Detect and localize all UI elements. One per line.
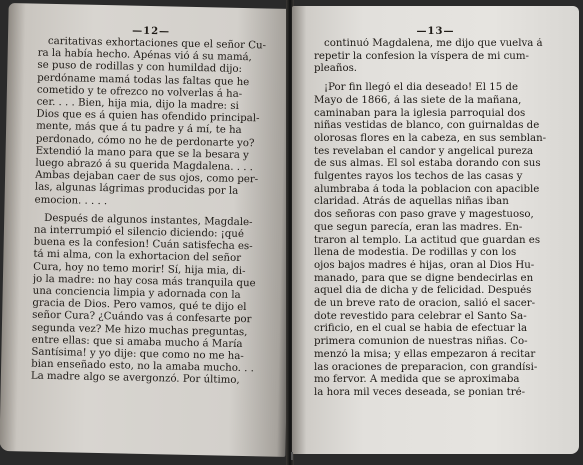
text-line: bian enseñado esto, no la amaba mucho. . . <box>31 358 255 375</box>
text-line: pleaños. <box>314 63 358 75</box>
text-line: dote revestido para celebrar el Santo Sa- <box>314 310 527 322</box>
paragraph <box>31 212 277 388</box>
right-page <box>292 6 579 454</box>
text-line: perdóname mamá todas las faltas que he <box>37 72 250 88</box>
text-line: menzó la misa; y ellas empezaron á recitar <box>314 348 536 360</box>
text-line: cer. . . . Bien, hija mia, dijo la madre: si <box>36 96 239 112</box>
text-line: continuó Magdalena, me dijo que vuelva á <box>324 38 543 49</box>
text-line: Dios que es á quien has ofendido principal- <box>36 108 260 125</box>
text-line: ¡Por fin llegó el dia deseado! El 15 de <box>324 82 518 94</box>
text-line: na interrumpió el silencio diciendo: ¡qué <box>33 224 245 241</box>
text-line: Ambas dejaban caer de sus ojos, como per- <box>35 169 259 186</box>
gutter-mark <box>291 452 293 460</box>
text-line: una conciencia limpia y adornada con la <box>32 285 241 302</box>
text-line: alumbraba á toda la poblacion con apacible <box>314 183 540 195</box>
text-line: se puso de rodillas y con humildad dijo: <box>37 60 243 76</box>
text-line: Santísima! y yo dije: que como no me ha- <box>31 346 244 363</box>
text-line: luego abrazó á su querida Magdalena. . . . <box>35 157 254 174</box>
text-line: Después de algunos instantes, Magdale- <box>44 212 253 229</box>
text-line: mente, más que á tu padre y á mí, te ha <box>36 121 242 137</box>
text-line: cometido y te ofrezco no volverlas á ha- <box>36 84 243 100</box>
text-line: repetir la confesion la víspera de mi cum- <box>314 50 529 62</box>
text-line: olorosas flores en la cabeza, en sus semblan- <box>314 132 547 144</box>
text-line: Mayo de 1866, á las siete de la mañana, <box>314 94 522 106</box>
text-line: de un breve rato de oracion, salió el sacer- <box>314 298 536 310</box>
text-line: traron al templo. La actitud que guardan es <box>314 234 541 246</box>
text-line: de sus almas. El sol estaba dorando con sus <box>314 158 541 170</box>
text-line: Cura, hoy no temo morir! Sí, hija mia, di- <box>33 261 246 277</box>
page-text <box>292 38 579 400</box>
text-line: señor Cura? ¿Cuándo vas á confesarte por <box>32 310 252 326</box>
text-line: aquel dia de dicha y de felicidad. Después <box>314 285 532 297</box>
text-line: primera comunion de nuestras niñas. Co- <box>314 336 528 348</box>
text-line: ra la había hecho. Apénas vió á su mamá, <box>37 47 252 64</box>
text-line: la hora mil veces deseada, se ponian tré- <box>314 386 526 398</box>
text-line: tes revelaban el candor y angelical pureza <box>314 145 534 157</box>
paragraph <box>314 38 561 76</box>
text-line: mo fervor. A medida que se aproximaba <box>314 374 520 386</box>
text-line: perdonado, cómo no he de perdonarte yo? <box>35 133 255 149</box>
text-line: gracia de Dios. Pero vamos, qué te dijo el <box>32 297 247 314</box>
text-line: Extendió la mano para que se la besara y <box>35 145 249 161</box>
left-page <box>0 3 295 457</box>
text-line: entre ellas: que si amaba mucho á María <box>31 334 243 350</box>
text-line: fulgentes rayos los techos de las casas y <box>314 171 523 183</box>
text-line: ojos bajos madres é hijas, oran al Dios Hu- <box>314 259 535 271</box>
paragraph <box>314 82 561 400</box>
text-line: caminaban para la iglesia parroquial dos <box>314 107 526 119</box>
text-line: emocion. . . . . <box>34 194 108 207</box>
page-number: —13— <box>416 26 455 37</box>
text-line: crificio, en el cual se habia de efectuar la <box>314 323 528 335</box>
text-line: dos señoras con paso grave y magestuoso, <box>314 209 534 221</box>
text-line: claridad. Atrás de aquellas niñas iban <box>314 196 509 208</box>
text-line: segunda vez? Me hizo muchas preguntas, <box>31 322 248 338</box>
text-line: las, algunas lágrimas producidas por la <box>34 182 239 198</box>
page-text <box>1 35 294 389</box>
page-number: —12— <box>132 25 171 38</box>
text-line: niñas vestidas de blanco, con guirnaldas de <box>314 120 540 132</box>
text-line: las oraciones de preparacion, con grandísi- <box>314 361 538 373</box>
paragraph <box>34 36 280 212</box>
text-line: caritativas exhortaciones que el señor Cu- <box>47 35 267 52</box>
text-line: llena de modestia. De rodillas y con los <box>314 247 517 259</box>
text-line: que segun parecía, eran las madres. En- <box>314 221 523 233</box>
text-line: buena es la confesion! Cuán satisfecha es- <box>33 236 253 253</box>
text-line: jo la madre: no hay cosa más tranquila que <box>32 273 256 290</box>
text-line: La madre algo se avergonzó. Por último, <box>30 371 240 387</box>
text-line: manado, para que se digne bendecirlas en <box>314 272 534 284</box>
text-line: tá mi alma, con la exhortacion del señor <box>33 249 242 265</box>
